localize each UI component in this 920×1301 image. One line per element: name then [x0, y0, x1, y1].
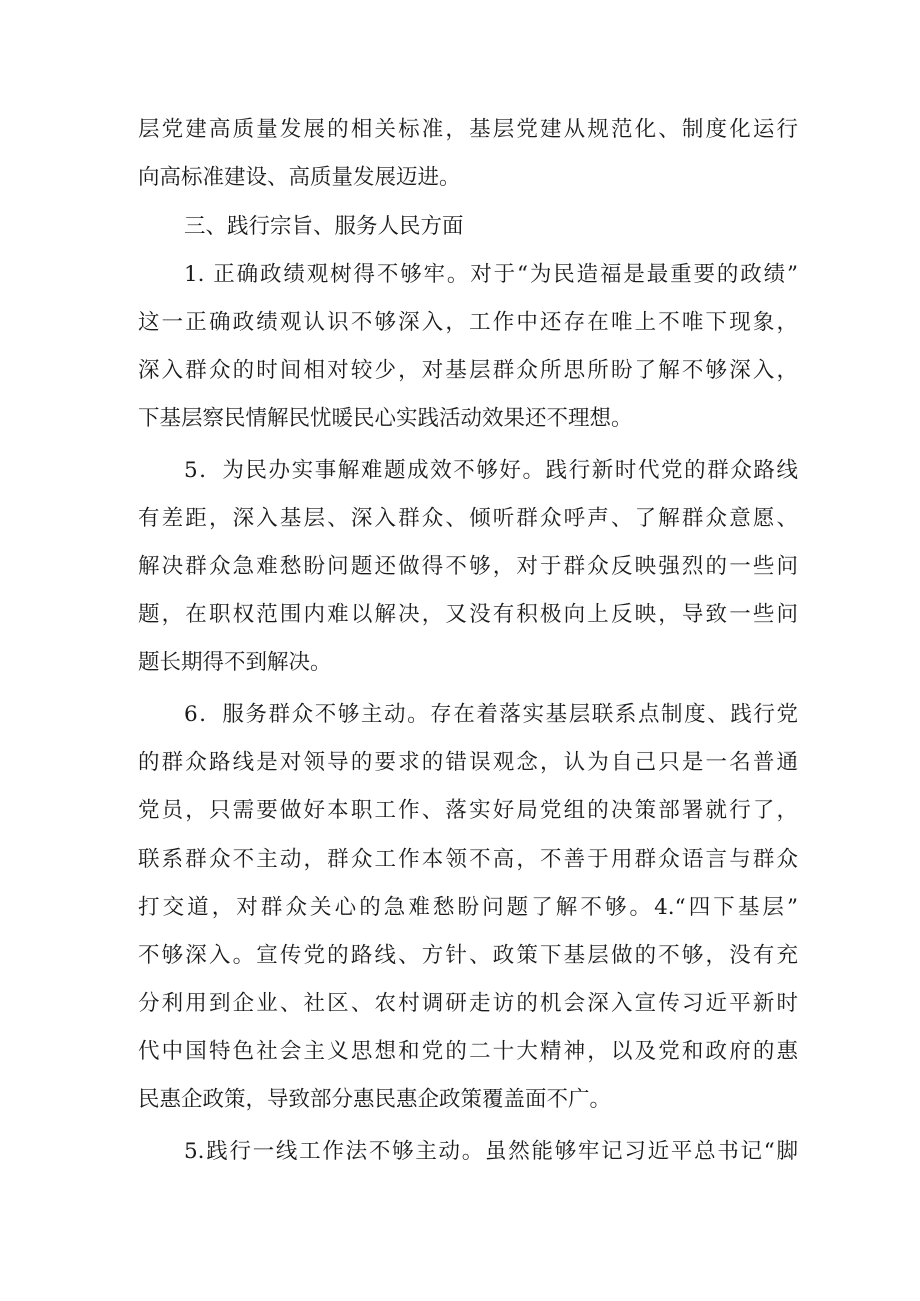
section-heading: 三、践行宗旨、服务人民方面 [184, 214, 464, 239]
text-line-2: 向高标准建设、高质量发展迈进。 [138, 165, 461, 190]
text-line-6: 深入群众的时间相对较少，对基层群众所思所盼了解不够深入， [138, 358, 798, 383]
text-line-4: 1. 正确政绩观树得不够牢。对于“为民造福是最重要的政绩” [184, 262, 798, 287]
text-line-11: 题，在职权范围内难以解决，又没有积极向上反映，导致一些问 [138, 602, 798, 627]
text-line-18: 不够深入。宣传党的路线、方针、政策下基层做的不够，没有充 [138, 943, 798, 968]
text-line-5: 这一正确政绩观认识不够深入，工作中还存在唯上不唯下现象， [138, 310, 798, 335]
text-line-1: 层党建高质量发展的相关标准，基层党建从规范化、制度化运行 [138, 117, 798, 142]
text-line-12: 题长期得不到解决。 [138, 650, 332, 675]
text-line-8: 5．为民办实事解难题成效不够好。践行新时代党的群众路线 [184, 458, 798, 483]
text-line-19: 分利用到企业、社区、农村调研走访的机会深入宣传习近平新时 [138, 991, 798, 1016]
text-line-20: 代中国特色社会主义思想和党的二十大精神，以及党和政府的惠 [138, 1039, 798, 1064]
text-line-21: 民惠企政策，导致部分惠民惠企政策覆盖面不广。 [138, 1087, 612, 1112]
text-line-13: 6．服务群众不够主动。存在着落实基层联系点制度、践行党 [184, 702, 798, 727]
text-line-22: 5.践行一线工作法不够主动。虽然能够牢记习近平总书记“脚 [184, 1139, 798, 1164]
text-line-17: 打交道，对群众关心的急难愁盼问题了解不够。4.“四下基层” [138, 895, 798, 920]
text-line-7: 下基层察民情解民忧暖民心实践活动效果还不理想。 [138, 406, 633, 431]
text-line-10: 解决群众急难愁盼问题还做得不够，对于群众反映强烈的一些问 [138, 554, 798, 579]
text-line-9: 有差距，深入基层、深入群众、倾听群众呼声、了解群众意愿、 [138, 506, 798, 531]
text-line-15: 党员，只需要做好本职工作、落实好局党组的决策部署就行了， [138, 798, 798, 823]
text-line-16: 联系群众不主动，群众工作本领不高，不善于用群众语言与群众 [138, 847, 798, 872]
text-line-14: 的群众路线是对领导的要求的错误观念，认为自己只是一名普通 [138, 750, 798, 775]
